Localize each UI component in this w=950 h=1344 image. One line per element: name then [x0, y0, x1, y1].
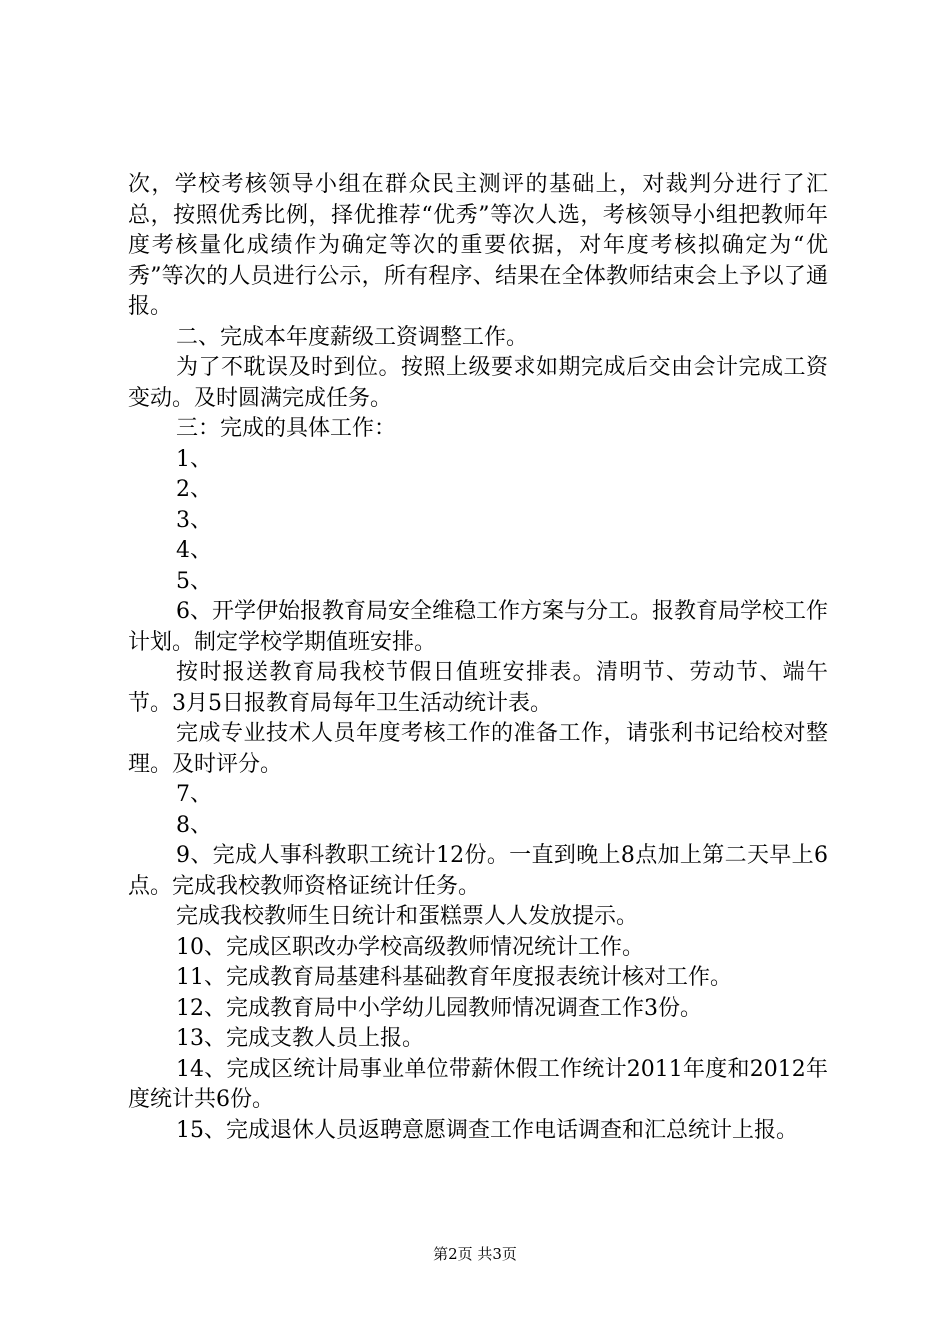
paragraph: 完成我校教师生日统计和蛋糕票人人发放提示。 [176, 904, 639, 929]
paragraph: 2、 [176, 477, 212, 502]
paragraph: 三：完成的具体工作： [176, 416, 397, 441]
paragraph: 6、开学伊始报教育局安全维稳工作方案与分工。报教育局学校工作计划。制定学校学期值班安排。 [128, 599, 828, 655]
paragraph: 5、 [176, 568, 212, 594]
paragraph: 12、完成教育局中小学幼儿园教师情况调查工作3份。 [176, 995, 702, 1021]
paragraph: 为了不耽误及时到位。按照上级要求如期完成后交由会计完成工资变动。及时圆满完成任务。 [128, 355, 828, 411]
paragraph: 9、完成人事科教职工统计12份。一直到晚上8点加上第二天早上6点。完成我校教师资格证统计任务。 [128, 843, 828, 899]
paragraph: 7、 [176, 782, 212, 807]
paragraph: 15、完成退休人员返聘意愿调查工作电话调查和汇总统计上报。 [176, 1117, 798, 1143]
paragraph: 10、完成区职改办学校高级教师情况统计工作。 [176, 934, 644, 960]
paragraph: 二、完成本年度薪级工资调整工作。 [176, 324, 529, 350]
document-body [128, 170, 828, 1146]
paragraph: 次，学校考核领导小组在群众民主测评的基础上，对裁判分进行了汇总，按照优秀比例，择优推荐“优秀”等次人选，考核领导小组把教师年度考核量化成绩作为确定等次的重要依据，对年度考核拟确定为“优秀”等次的人员进行公示，所有程序、结果在全体教师结束会上予以了通报。 [128, 172, 828, 319]
paragraph: 4、 [176, 538, 212, 563]
paragraph: 1、 [176, 446, 212, 472]
paragraph: 13、完成支教人员上报。 [176, 1026, 424, 1051]
page-footer: 第2页 共3页 [433, 1245, 517, 1263]
paragraph: 14、完成区统计局事业单位带薪休假工作统计2011年度和2012年度统计共6份。 [128, 1056, 828, 1112]
paragraph: 11、完成教育局基建科基础教育年度报表统计核对工作。 [176, 965, 732, 990]
paragraph: 3、 [176, 507, 212, 533]
paragraph: 按时报送教育局我校节假日值班安排表。清明节、劳动节、端午节。3月5日报教育局每年卫生活动统计表。 [128, 660, 828, 716]
paragraph: 完成专业技术人员年度考核工作的准备工作，请张利书记给校对整理。及时评分。 [128, 721, 828, 777]
paragraph: 8、 [176, 812, 212, 838]
